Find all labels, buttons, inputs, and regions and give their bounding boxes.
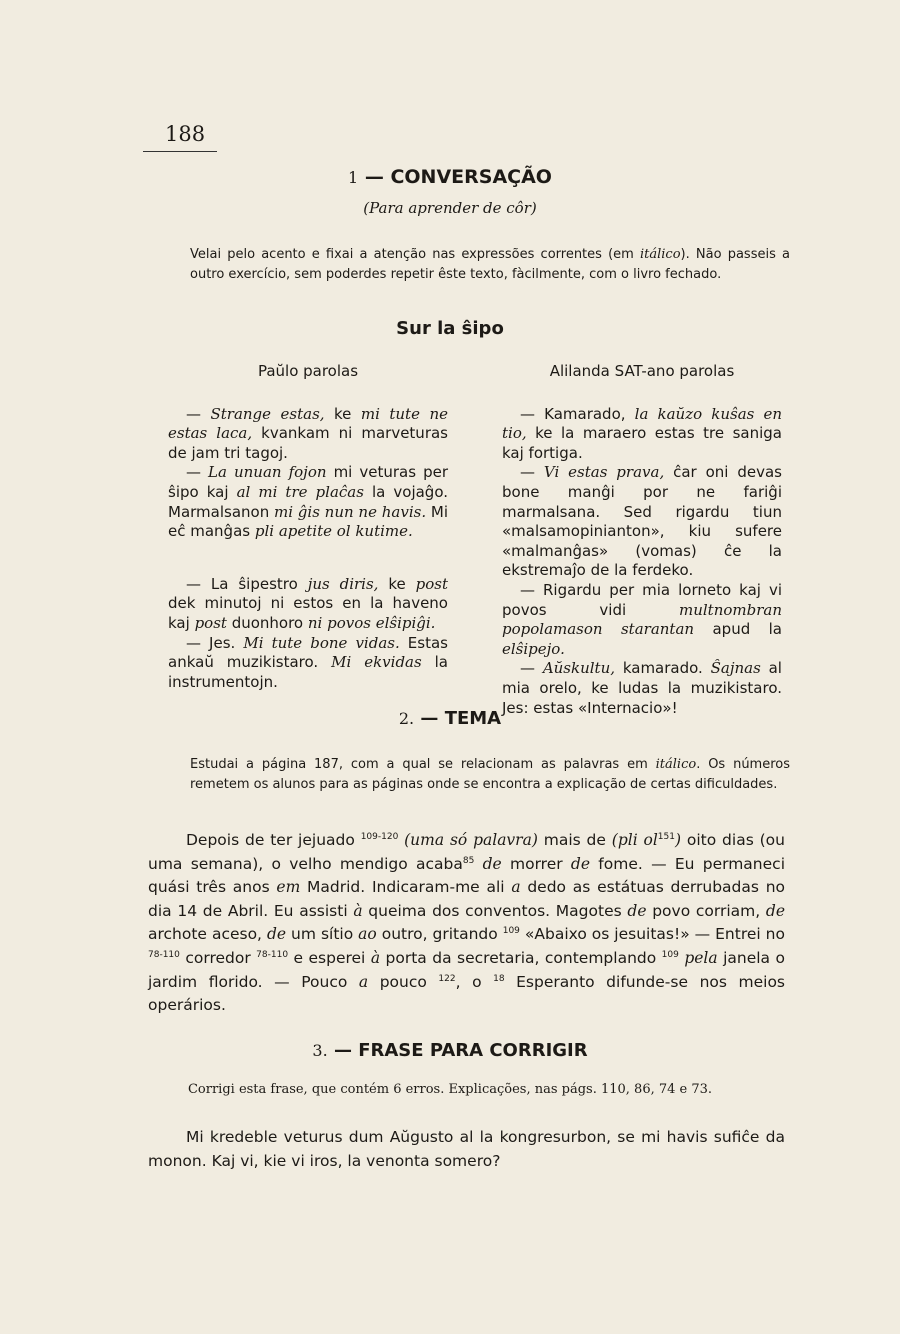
section-2-heading xyxy=(0,708,900,729)
italic-phrase: à xyxy=(353,901,363,920)
text: queima dos conventos. Magotes xyxy=(362,901,628,920)
dialogue-title: Sur la ŝipo xyxy=(396,318,504,339)
text: Mi eĉ manĝas xyxy=(168,502,448,541)
instruction-italic-word: itálico xyxy=(639,247,681,262)
dialogue-paragraph xyxy=(168,405,448,464)
text: — Kamarado, xyxy=(520,404,635,423)
dialogue-paragraph xyxy=(168,575,448,634)
text: outro, gritando xyxy=(376,925,503,944)
section-3-number: 3. xyxy=(312,1041,328,1060)
text: apud la xyxy=(694,620,783,639)
sentence-to-correct: Mi kredeble veturus dum Aŭgusto al la kongresurbon, se mi havis sufiĉe da monon. Kaj vi, kie vi iros, la venonta somero? xyxy=(148,1128,785,1170)
italic-phrase: Mi ekvidas xyxy=(331,653,422,672)
page-number-rule xyxy=(143,151,217,152)
page-number: 188 xyxy=(165,122,206,146)
instruction-text: . Os números remetem os alunos para as páginas onde se encontra a explicação de certas dificuldades. xyxy=(190,757,790,792)
section-3-instruction: Corrigi esta frase, que contém 6 erros. Explicações, nas págs. 110, 86, 74 e 73. xyxy=(187,1082,713,1097)
italic-phrase: à xyxy=(370,948,381,967)
italic-phrase: Vi estas prava, xyxy=(543,463,665,482)
page-reference: 18 xyxy=(493,973,505,984)
italic-phrase: pli apetite ol kutime. xyxy=(254,522,413,541)
text: Esperanto difunde-se nos meios operários. xyxy=(148,972,786,1015)
page-reference: 109-120 xyxy=(360,831,399,842)
text: al mia orelo, ke ludas la muzikistaro. Jes: estas «Internacio»! xyxy=(502,659,782,717)
page-reference: 78-110 xyxy=(148,949,180,960)
italic-phrase: post xyxy=(194,613,227,632)
spacer xyxy=(168,542,448,575)
instruction-text: Estudai a página 187, com a qual se relacionam as palavras em xyxy=(190,757,656,772)
text: , o xyxy=(455,972,494,991)
text: la instrumentojn. xyxy=(168,653,448,691)
text: janela o jardim florido. — Pouco xyxy=(148,948,785,991)
text: ĉar oni devas bone manĝi por ne fariĝi marmalsana. Sed rigardu tiun «malsamopinianton», kiu sufere «malmanĝas» (vomas) ĉe la ekstremaĵo de la ferdeko. xyxy=(502,463,782,580)
section-3-title: — FRASE PARA CORRIGIR xyxy=(333,1040,588,1061)
text: — xyxy=(186,463,209,482)
italic-phrase: elŝipejo. xyxy=(502,639,565,658)
text: — xyxy=(520,659,543,678)
italic-phrase: em xyxy=(276,878,301,897)
page-reference: 85 xyxy=(462,855,475,866)
section-2-instruction xyxy=(190,755,790,794)
text: Estas ankaŭ muzikistaro. xyxy=(168,633,448,672)
text: um sítio xyxy=(286,925,359,944)
text: e esperei xyxy=(288,948,371,967)
section-2-number: 2. xyxy=(398,709,415,728)
italic-phrase: ao xyxy=(358,925,377,944)
section-1-instruction xyxy=(190,245,790,284)
tema-paragraph xyxy=(148,829,785,1018)
text: duonhoro xyxy=(226,613,308,632)
dialogue-paragraph xyxy=(502,463,782,581)
left-column-header: Paŭlo parolas xyxy=(257,362,359,380)
page-reference: 109 xyxy=(661,949,679,960)
text: ke xyxy=(378,574,416,593)
section-2-title: — TEMA xyxy=(420,708,502,729)
dialogue-paragraph xyxy=(168,634,448,693)
text: «Abaixo os jesuitas!» — Entrei no xyxy=(519,925,785,944)
italic-phrase: Mi tute bone vidas. xyxy=(243,633,400,652)
text: la vojaĝo. Marmalsanon xyxy=(168,482,449,521)
section-3-heading xyxy=(0,1040,900,1061)
page-reference: 151 xyxy=(657,831,675,842)
italic-phrase: de xyxy=(627,901,647,920)
text: corredor xyxy=(179,948,257,967)
text: mais de xyxy=(537,831,612,849)
left-dialogue-column xyxy=(168,362,448,692)
text: fome. — Eu permaneci quási três anos xyxy=(148,854,785,897)
text: porta da secretaria, contemplando xyxy=(380,948,662,967)
text: Madrid. Indicaram-me ali xyxy=(300,878,512,897)
text: pouco xyxy=(368,972,439,991)
italic-phrase: la kaŭzo kuŝas en tio, xyxy=(502,404,782,443)
dialogue-paragraph xyxy=(502,581,782,659)
italic-phrase: a xyxy=(511,878,521,897)
text: morrer xyxy=(501,854,571,873)
italic-phrase: al mi tre plaĉas xyxy=(236,482,364,501)
italic-phrase: La unuan fojon xyxy=(208,463,327,482)
page-reference: 109 xyxy=(502,926,520,937)
text: Depois de ter jejuado xyxy=(186,831,361,849)
section-1-number: 1 xyxy=(348,168,359,187)
text: ke la maraero estas tre saniga kaj fortiga. xyxy=(502,424,782,462)
text: kvankam ni marveturas de jam tri tagoj. xyxy=(168,424,448,462)
italic-phrase: de xyxy=(570,854,591,873)
right-dialogue-column xyxy=(502,362,782,718)
text: ke xyxy=(324,404,361,423)
page-reference: 122 xyxy=(438,973,456,984)
text: — Jes. xyxy=(186,633,244,652)
text: — xyxy=(186,404,211,423)
dialogue-paragraph xyxy=(502,405,782,464)
italic-phrase: jus diris, xyxy=(307,574,379,593)
italic-phrase: de xyxy=(266,925,287,944)
text: povo corriam, xyxy=(646,901,766,920)
text: archote aceso, xyxy=(148,925,267,944)
italic-phrase: pela xyxy=(678,948,718,967)
italic-phrase: Strange estas, xyxy=(210,404,325,423)
text: mi veturas per ŝipo kaj xyxy=(168,463,448,501)
italic-phrase: Ŝajnas xyxy=(710,659,761,678)
instruction-italic-word: itálico xyxy=(655,757,697,772)
section-1-heading xyxy=(0,166,900,188)
italic-phrase: ni povos elŝipiĝi. xyxy=(307,613,436,632)
italic-phrase: Aŭskultu, xyxy=(542,659,616,678)
italic-phrase: a xyxy=(358,972,369,991)
section-1-title: — CONVERSAÇÃO xyxy=(364,166,552,188)
italic-phrase: (pli ol xyxy=(611,831,658,849)
text: oito dias (ou uma semana), o velho mendigo acaba xyxy=(148,831,785,873)
section-1-subtitle: (Para aprender de côr) xyxy=(363,199,537,217)
italic-phrase: de xyxy=(474,854,502,873)
page-reference: 78-110 xyxy=(256,949,289,960)
italic-phrase: multnombran popolamason starantan xyxy=(502,600,782,639)
text: dedo as estátuas derrubadas no dia 14 de Abril. Eu assisti xyxy=(148,878,786,920)
instruction-text: Velai pelo acento e fixai a atenção nas expressões correntes (em xyxy=(190,247,640,262)
dialogue-paragraph xyxy=(168,463,448,541)
italic-phrase: (uma só palavra) xyxy=(398,831,538,849)
italic-phrase: post xyxy=(415,574,448,593)
text: — xyxy=(520,463,544,482)
text: — Rigardu per mia lorneto kaj vi povos vidi xyxy=(502,580,782,619)
instruction-text: ). Não passeis a outro exercício, sem poderdes repetir êste texto, fàcilmente, com o livro fechado. xyxy=(190,247,790,282)
italic-phrase: de xyxy=(765,901,785,920)
italic-phrase: mi ĝis nun ne havis. xyxy=(274,502,427,521)
italic-phrase: ) xyxy=(674,831,682,849)
italic-phrase: mi tute ne estas laca, xyxy=(168,404,448,443)
text: kamarado. xyxy=(615,659,711,678)
text: dek minutoj ni estos en la haveno kaj xyxy=(168,594,448,632)
right-column-header: Alilanda SAT-ano parolas xyxy=(549,362,735,380)
text: — La ŝipestro xyxy=(186,574,308,593)
